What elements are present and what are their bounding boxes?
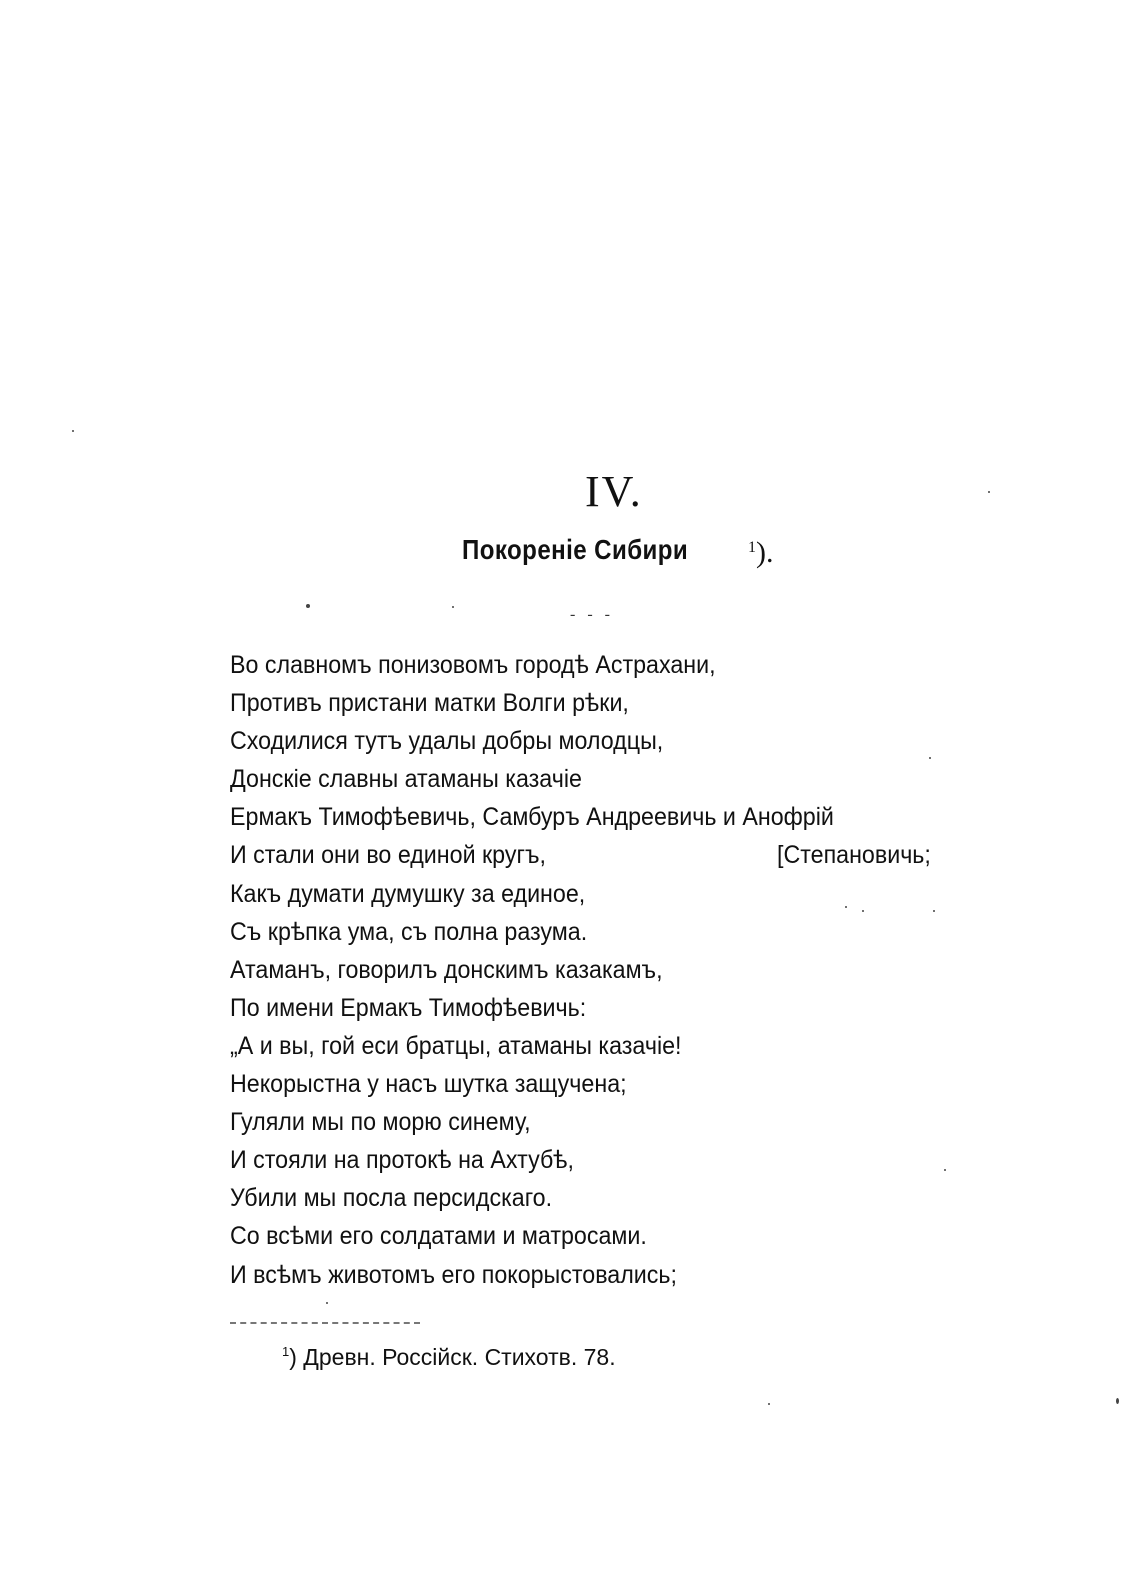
- chapter-heading: [462, 534, 774, 569]
- verse-line-text: Некорыстна у насъ шутка защучена;: [230, 1070, 627, 1099]
- verse-line-text: Убили мы посла персидскаго.: [230, 1184, 553, 1213]
- section-separator: - - -: [570, 606, 614, 623]
- verse-block: [230, 646, 1030, 1294]
- verse-line-text: Съ крѣпка ума, съ полна разума.: [230, 917, 588, 946]
- title-footnote-mark: 1: [748, 539, 756, 556]
- verse-line-text: Гуляли мы по морю синему,: [230, 1108, 531, 1137]
- verse-line-text: „А и вы, гой еси братцы, атаманы казачіе!: [230, 1031, 682, 1060]
- verse-line: [230, 1103, 1030, 1141]
- scan-speck: [72, 430, 74, 432]
- verse-line: [230, 1065, 1030, 1103]
- verse-line: [230, 989, 1030, 1027]
- scan-speck: [988, 491, 990, 493]
- scan-speck: [1116, 1398, 1119, 1404]
- scan-speck: [326, 1302, 328, 1304]
- verse-line: [230, 760, 1030, 798]
- verse-line: [230, 1179, 1030, 1217]
- scan-speck: [944, 1169, 946, 1171]
- verse-line-text: Ермакъ Тимофѣевичь, Самбуръ Андреевичь и Анофрій: [230, 803, 834, 832]
- verse-line-text: По имени Ермакъ Тимофѣевичь:: [230, 993, 587, 1022]
- verse-line: [230, 913, 1030, 951]
- footnote: [282, 1344, 616, 1371]
- verse-line: [230, 722, 1030, 760]
- chapter-numeral: IV.: [585, 467, 643, 516]
- footnote-rule: [230, 1322, 420, 1324]
- footnote-text: ) Древн. Россійск. Стихотв. 78.: [289, 1344, 616, 1370]
- scan-speck: [845, 906, 847, 908]
- verse-line-text: И стали они во единой кругъ,: [230, 841, 546, 870]
- verse-line: [230, 1141, 1030, 1179]
- title-footnote-close: ).: [756, 536, 774, 569]
- scan-speck: [929, 757, 931, 759]
- verse-line-text: Донскіе славны атаманы казачіе: [230, 765, 582, 794]
- verse-line-text: Во славномъ понизовомъ городѣ Астрахани,: [230, 651, 716, 679]
- verse-line-text: Со всѣми его солдатами и матросами.: [230, 1222, 647, 1251]
- verse-line: [230, 646, 1030, 684]
- verse-line: [230, 1256, 1030, 1294]
- scan-speck: [933, 910, 935, 912]
- scan-speck: [306, 604, 310, 608]
- verse-line-text: Сходилися тутъ удалы добры молодцы,: [230, 727, 664, 756]
- verse-line: [230, 875, 1030, 913]
- title-footnote-ref: [748, 538, 774, 568]
- verse-line-text: И стояли на протокѣ на Ахтубѣ,: [230, 1146, 575, 1175]
- verse-line: [230, 1027, 1030, 1065]
- scan-speck: [768, 1403, 770, 1405]
- chapter-title: Покореніе Сибири: [462, 534, 689, 565]
- scan-speck: [862, 910, 864, 912]
- verse-line: [230, 1217, 1030, 1255]
- footnote-mark: 1: [282, 1344, 290, 1359]
- verse-line-text: И всѣмъ животомъ его покорыстовались;: [230, 1260, 677, 1289]
- verse-line-text: Противъ пристани матки Волги рѣки,: [230, 689, 629, 718]
- verse-line: [230, 684, 1030, 722]
- verse-line: [230, 798, 1030, 836]
- verse-line-text: Какъ думати думушку за единое,: [230, 879, 586, 908]
- verse-line: [230, 951, 1030, 989]
- verse-line: [230, 836, 1030, 874]
- verse-line-text: Атаманъ, говорилъ донскимъ казакамъ,: [230, 955, 663, 984]
- verse-line-continuation: [Степановичь;: [777, 841, 931, 870]
- scan-speck: [452, 606, 454, 608]
